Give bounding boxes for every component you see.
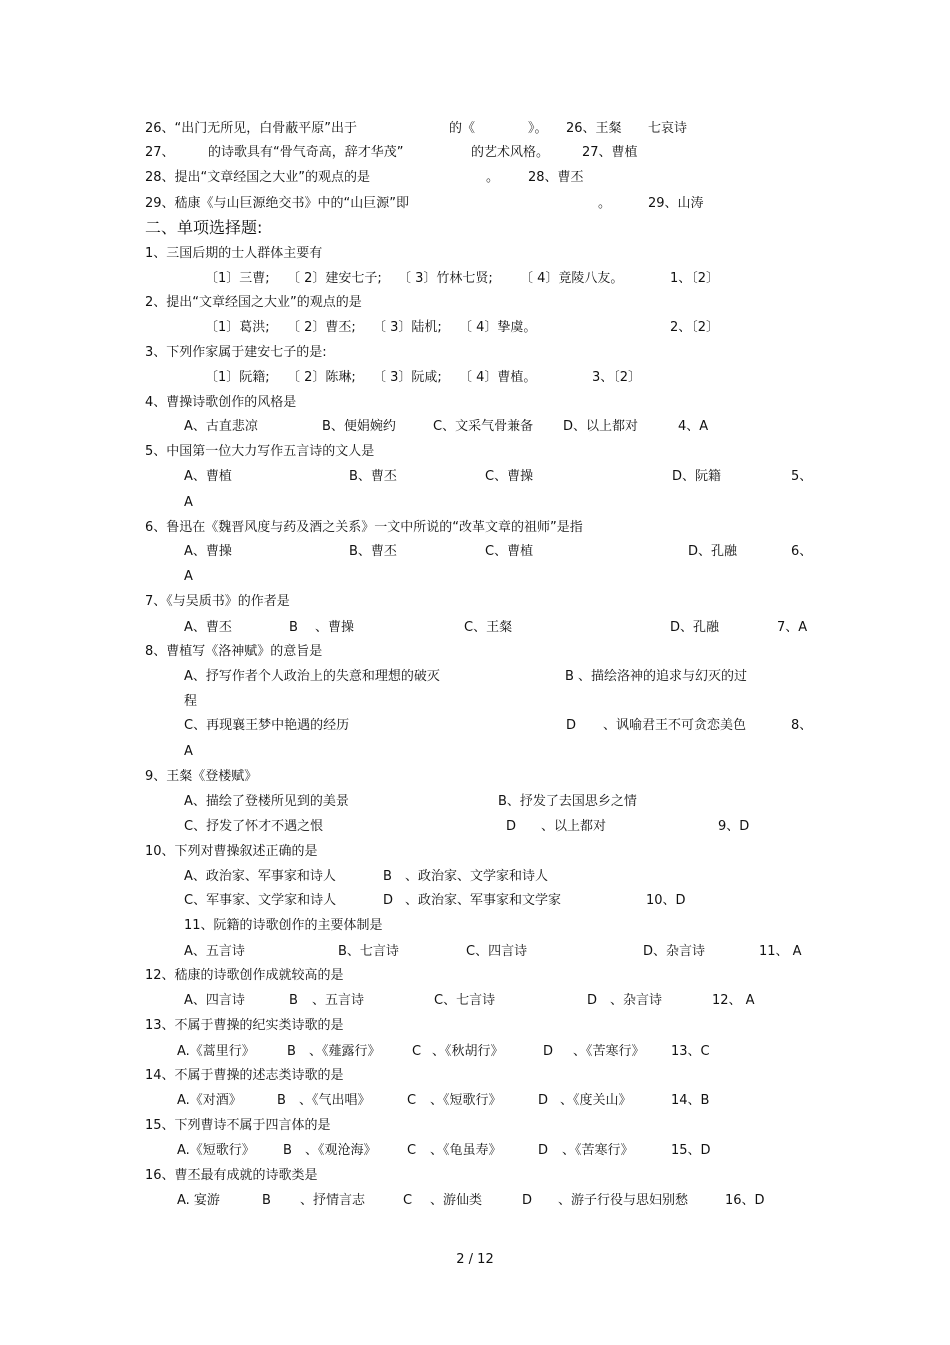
mc-option: 〔 2〕陈琳; [287, 370, 356, 385]
mc-option: D [538, 1093, 549, 1108]
mc-answer: 1、〔2〕 [670, 271, 720, 286]
mc-option: 、以上都对 [541, 819, 607, 834]
mc-option: D [522, 1193, 533, 1208]
mc-option: 〔 3〕阮咸; [373, 370, 442, 385]
mc-option: D [506, 819, 517, 834]
mc-option: C、四言诗 [466, 944, 528, 959]
mc-answer-continued: A [184, 569, 193, 584]
mc-option: C、曹操 [485, 469, 534, 484]
mc-option: C、王粲 [464, 620, 513, 635]
mc-question: 10、下列对曹操叙述正确的是 [145, 844, 318, 859]
mc-answer: 12、 A [712, 993, 755, 1008]
mc-option: A、曹植 [184, 469, 232, 484]
mc-option: B [262, 1193, 271, 1208]
mc-option: B [289, 620, 298, 635]
mc-option: 、五言诗 [312, 993, 365, 1008]
fill-29-answer: 29、山涛 [648, 196, 704, 211]
mc-option: D、杂言诗 [643, 944, 706, 959]
mc-answer: 6、 [791, 544, 813, 559]
mc-answer: 8、 [791, 718, 813, 733]
mc-answer: 9、D [718, 819, 750, 834]
mc-option: 、抒情言志 [300, 1193, 366, 1208]
mc-question: 11、阮籍的诗歌创作的主要体制是 [184, 918, 383, 933]
mc-question: 5、中国第一位大力写作五言诗的文人是 [145, 444, 375, 459]
mc-option: A、政治家、军事家和诗人 [184, 869, 336, 884]
mc-option: D [543, 1044, 554, 1059]
fill-27-mid: 的诗歌具有“骨气奇高，辞才华茂” [208, 145, 404, 160]
mc-question: 1、三国后期的士人群体主要有 [145, 246, 323, 261]
mc-option: C [407, 1093, 417, 1108]
mc-option: D [383, 893, 394, 908]
fill-26-mid: 的《 [449, 121, 476, 136]
mc-answer: 2、〔2〕 [670, 320, 720, 335]
mc-option: 、《苦寒行》 [573, 1044, 645, 1059]
mc-option: B、曹丕 [349, 544, 397, 559]
mc-option: A、曹丕 [184, 620, 232, 635]
mc-answer-continued: A [184, 495, 193, 510]
mc-option: 〔 3〕竹林七贤; [398, 271, 493, 286]
mc-option: B 、描绘洛神的追求与幻灭的过 [565, 669, 748, 684]
mc-answer: 5、 [791, 469, 813, 484]
mc-answer: 4、A [678, 419, 709, 434]
mc-option: C [407, 1143, 417, 1158]
mc-question: 12、嵇康的诗歌创作成就较高的是 [145, 968, 344, 983]
mc-option: 、曹操 [315, 620, 355, 635]
fill-27-end: 的艺术风格。 [471, 145, 550, 160]
mc-option: 、《秋胡行》 [432, 1044, 504, 1059]
mc-option: 〔 4〕竟陵八友。 [520, 271, 624, 286]
mc-option: C、抒发了怀才不遇之恨 [184, 819, 324, 834]
mc-answer: 3、〔2〕 [592, 370, 642, 385]
mc-option: 、政治家、军事家和文学家 [405, 893, 562, 908]
mc-option: 、《苦寒行》 [562, 1143, 634, 1158]
mc-option-continued: 程 [184, 694, 198, 709]
mc-question: 13、不属于曹操的纪实类诗歌的是 [145, 1018, 344, 1033]
page-number: 2 / 12 [456, 1252, 494, 1267]
mc-option: 〔 4〕曹植。 [459, 370, 537, 385]
mc-option: A.《对酒》 [177, 1093, 242, 1108]
mc-option: D、阮籍 [672, 469, 722, 484]
fill-28-answer: 28、曹丕 [528, 170, 584, 185]
fill-29-end: 。 [598, 196, 612, 211]
fill-26-question: 26、“出门无所见，白骨蔽平原”出于 [145, 121, 358, 136]
mc-answer: 11、 A [759, 944, 802, 959]
mc-option: 、《度关山》 [560, 1093, 632, 1108]
mc-option: 〔 4〕挚虞。 [459, 320, 537, 335]
mc-option: D [587, 993, 598, 1008]
mc-option: 〔 2〕曹丕; [287, 320, 356, 335]
mc-option: B [289, 993, 298, 1008]
mc-option: B [277, 1093, 286, 1108]
mc-option: A、抒写作者个人政治上的失意和理想的破灭 [184, 669, 440, 684]
mc-answer: 16、D [725, 1193, 765, 1208]
mc-option: C [403, 1193, 413, 1208]
mc-option: 、《观沧海》 [305, 1143, 377, 1158]
fill-29-question: 29、嵇康《与山巨源绝交书》中的“山巨源”即 [145, 196, 410, 211]
fill-28-question: 28、提出“文章经国之大业”的观点的是 [145, 170, 371, 185]
mc-option: 〔 3〕陆机; [373, 320, 442, 335]
mc-option: 〔 2〕建安七子; [287, 271, 382, 286]
mc-option: B [287, 1044, 296, 1059]
mc-question: 7、《与吴质书》的作者是 [145, 594, 290, 609]
mc-question: 15、下列曹诗不属于四言体的是 [145, 1118, 331, 1133]
mc-option: D [566, 718, 577, 733]
mc-answer-continued: A [184, 744, 193, 759]
mc-question: 2、提出“文章经国之大业”的观点的是 [145, 295, 362, 310]
mc-option: B、曹丕 [349, 469, 397, 484]
mc-option: B [383, 869, 392, 884]
mc-option: D、以上都对 [563, 419, 639, 434]
mc-option: 、政治家、文学家和诗人 [405, 869, 549, 884]
mc-option: A. 宴游 [177, 1193, 220, 1208]
mc-question: 9、王粲《登楼赋》 [145, 769, 258, 784]
mc-option: 、游子行役与思妇别愁 [558, 1193, 689, 1208]
fill-27-answer: 27、曹植 [582, 145, 638, 160]
mc-option: 、《龟虽寿》 [430, 1143, 502, 1158]
mc-option: A.《蒿里行》 [177, 1044, 255, 1059]
mc-option: D、孔融 [688, 544, 738, 559]
mc-option: 、《短歌行》 [430, 1093, 502, 1108]
mc-option: A、曹操 [184, 544, 232, 559]
mc-option: A、描绘了登楼所见到的美景 [184, 794, 349, 809]
mc-option: B、便娟婉约 [322, 419, 396, 434]
mc-option: 〔1〕葛洪; [205, 320, 270, 335]
mc-option: 、《气出唱》 [299, 1093, 371, 1108]
fill-26-end: 》。 [528, 121, 548, 136]
mc-question: 3、下列作家属于建安七子的是: [145, 345, 327, 360]
mc-option: 、讽喻君王不可贪恋美色 [603, 718, 747, 733]
mc-option: 、《薤露行》 [309, 1044, 381, 1059]
mc-question: 14、不属于曹操的述志类诗歌的是 [145, 1068, 344, 1083]
mc-option: 、杂言诗 [610, 993, 663, 1008]
mc-option: D [538, 1143, 549, 1158]
mc-option: D、孔融 [670, 620, 720, 635]
mc-option: A、四言诗 [184, 993, 245, 1008]
section-title: 二、单项选择题: [145, 218, 263, 237]
mc-question: 8、曹植写《洛神赋》的意旨是 [145, 644, 323, 659]
mc-question: 16、曹丕最有成就的诗歌类是 [145, 1168, 318, 1183]
mc-option: C、曹植 [485, 544, 534, 559]
mc-option: 〔1〕三曹; [205, 271, 270, 286]
mc-option: C、再现襄王梦中艳遇的经历 [184, 718, 350, 733]
mc-option: C、七言诗 [434, 993, 496, 1008]
mc-question: 6、鲁迅在《魏晋风度与药及酒之关系》一文中所说的“改革文章的祖师”是指 [145, 520, 583, 535]
mc-option: B [283, 1143, 292, 1158]
mc-answer: 7、A [777, 620, 808, 635]
mc-answer: 10、D [646, 893, 686, 908]
mc-answer: 15、D [671, 1143, 711, 1158]
fill-26-answer: 26、王粲 [566, 121, 622, 136]
mc-option: 〔1〕阮籍; [205, 370, 270, 385]
mc-answer: 13、C [671, 1044, 710, 1059]
mc-option: C、军事家、文学家和诗人 [184, 893, 337, 908]
fill-28-end: 。 [486, 170, 500, 185]
mc-option: A、五言诗 [184, 944, 245, 959]
mc-option: C [412, 1044, 422, 1059]
fill-26-answer-2: 七哀诗 [648, 121, 688, 136]
mc-answer: 14、B [671, 1093, 710, 1108]
mc-question: 4、曹操诗歌创作的风格是 [145, 395, 297, 410]
mc-option: A、古直悲凉 [184, 419, 258, 434]
mc-option: B、抒发了去国思乡之情 [498, 794, 637, 809]
mc-option: A.《短歌行》 [177, 1143, 255, 1158]
fill-27-question: 27、 [145, 145, 175, 160]
mc-option: B、七言诗 [338, 944, 399, 959]
mc-option: 、游仙类 [430, 1193, 483, 1208]
mc-option: C、文采气骨兼备 [433, 419, 534, 434]
